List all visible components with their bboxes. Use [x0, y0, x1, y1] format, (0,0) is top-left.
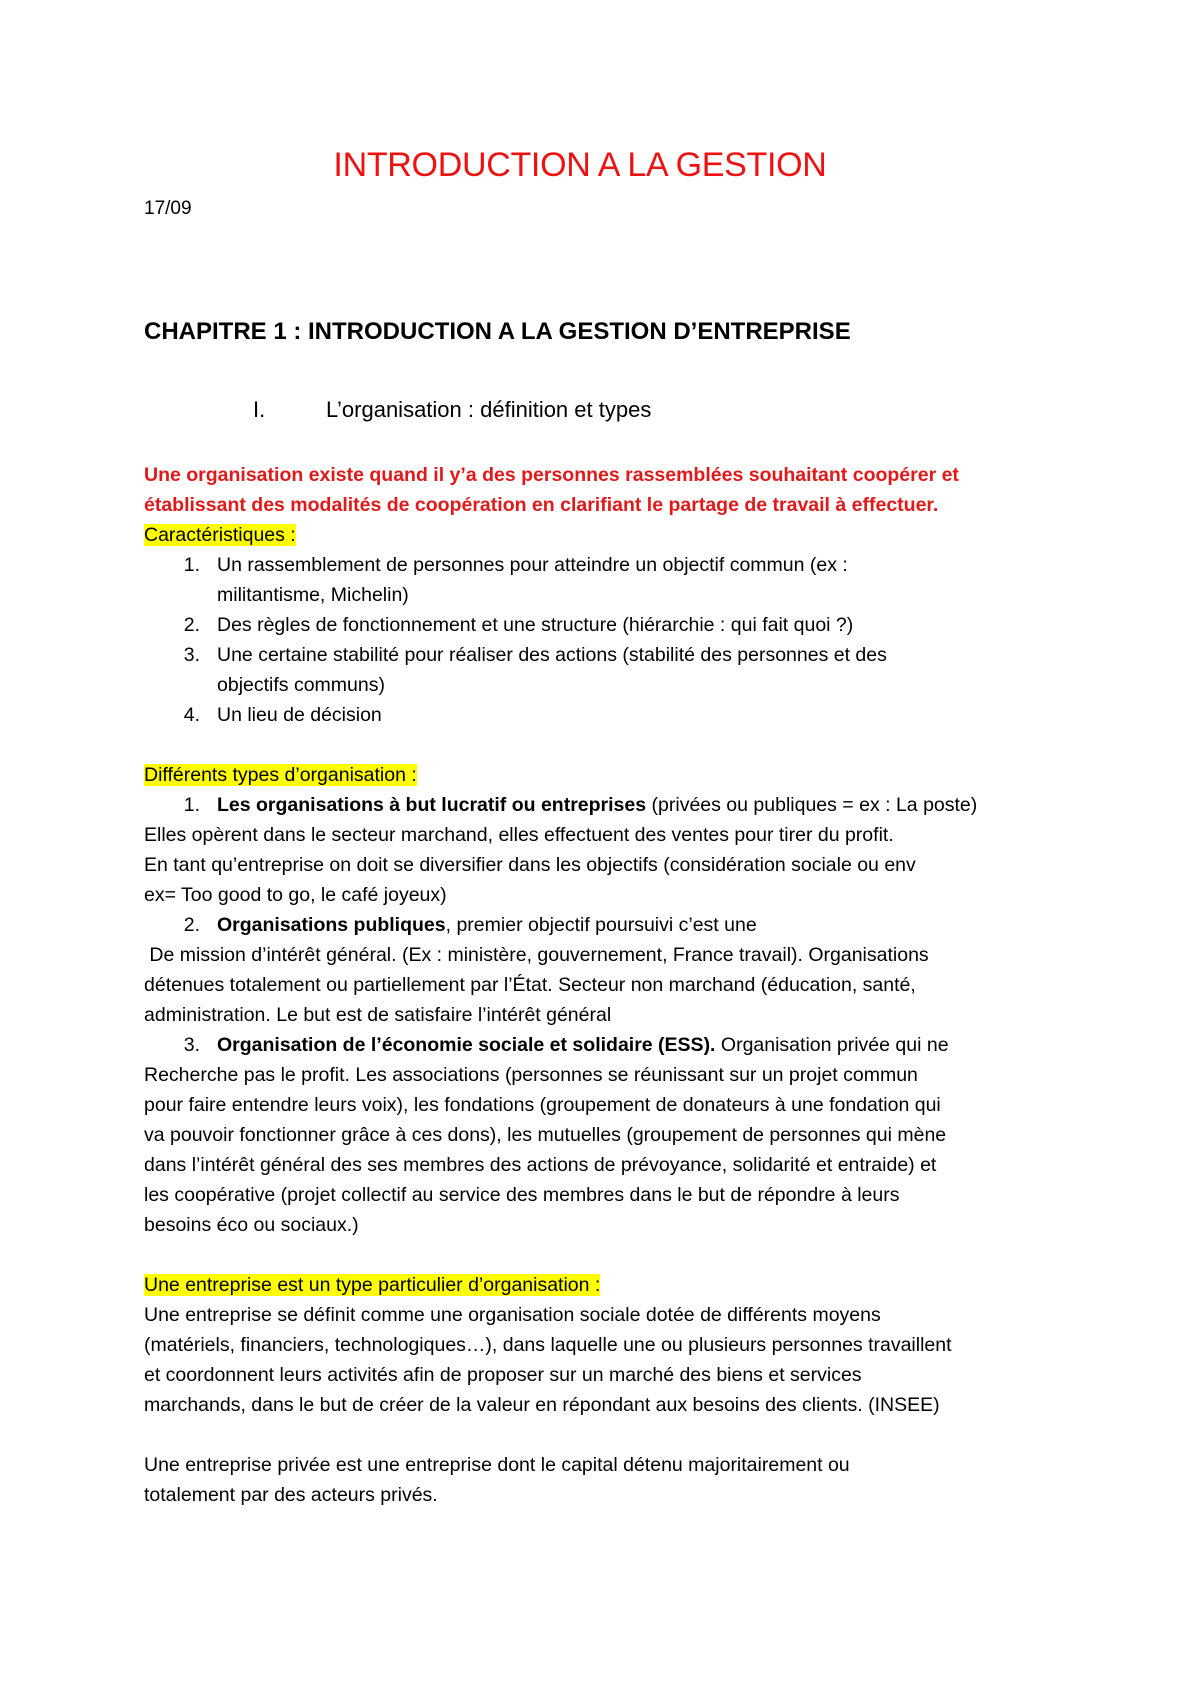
type-bold-label: Organisation de l’économie sociale et solidaire (ESS).: [217, 1034, 716, 1056]
paragraph-line: va pouvoir fonctionner grâce à ces dons), les mutuelles (groupement de personnes qui mène: [144, 1124, 947, 1146]
list-item: Un lieu de décision: [217, 704, 382, 726]
list-number: 3.: [183, 1034, 200, 1056]
list-number: 1.: [183, 554, 200, 576]
list-item-continuation: objectifs communs): [217, 674, 385, 696]
types-heading: [144, 764, 417, 787]
list-number: 2.: [183, 614, 200, 636]
highlighted-heading: Une entreprise est un type particulier d’organisation :: [144, 1274, 601, 1296]
paragraph-line: et coordonnent leurs activités afin de proposer sur un marché des biens et services: [144, 1364, 862, 1386]
paragraph-line: Une entreprise privée est une entreprise dont le capital détenu majoritairement ou: [144, 1454, 850, 1476]
type-detail: Organisation privée qui ne: [715, 1034, 949, 1056]
type-bold-label: Les organisations à but lucratif ou entreprises: [217, 794, 647, 816]
paragraph-line: De mission d’intérêt général. (Ex : ministère, gouvernement, France travail). Organisations: [144, 944, 929, 966]
paragraph-line: Recherche pas le profit. Les associations (personnes se réunissant sur un projet commun: [144, 1064, 918, 1086]
paragraph-line: Elles opèrent dans le secteur marchand, elles effectuent des ventes pour tirer du profit.: [144, 824, 894, 846]
paragraph-line: En tant qu’entreprise on doit se diversifier dans les objectifs (considération sociale ou env: [144, 854, 916, 876]
document-date: 17/09: [144, 198, 192, 219]
list-item: Un rassemblement de personnes pour atteindre un objectif commun (ex :: [217, 554, 848, 576]
entreprise-heading: [144, 1274, 600, 1297]
paragraph-line: pour faire entendre leurs voix), les fondations (groupement de donateurs à une fondation qui: [144, 1094, 941, 1116]
definition-line: établissant des modalités de coopération en clarifiant le partage de travail à effectuer.: [144, 494, 939, 516]
list-number: 4.: [183, 704, 200, 726]
caracteristiques-heading: [144, 524, 296, 547]
paragraph-line: (matériels, financiers, technologiques…), dans laquelle une ou plusieurs personnes travaillent: [144, 1334, 952, 1356]
type-item-ess: [217, 1034, 949, 1057]
list-number: 2.: [183, 914, 200, 936]
type-bold-label: Organisations publiques: [217, 914, 446, 936]
list-item: Une certaine stabilité pour réaliser des actions (stabilité des personnes et des: [217, 644, 887, 666]
paragraph-line: totalement par des acteurs privés.: [144, 1484, 438, 1506]
paragraph-line: marchands, dans le but de créer de la valeur en répondant aux besoins des clients. (INSEE): [144, 1394, 940, 1416]
type-detail: (privées ou publiques = ex : La poste): [646, 794, 978, 816]
paragraph-line: détenues totalement ou partiellement par l’État. Secteur non marchand (éducation, santé,: [144, 974, 916, 996]
paragraph-line: administration. Le but est de satisfaire l’intérêt général: [144, 1004, 612, 1026]
paragraph-line: besoins éco ou sociaux.): [144, 1214, 359, 1236]
document-title: INTRODUCTION A LA GESTION: [333, 146, 827, 184]
highlighted-heading: Différents types d’organisation :: [144, 764, 417, 786]
highlighted-heading: Caractéristiques :: [144, 524, 296, 546]
paragraph-line: ex= Too good to go, le café joyeux): [144, 884, 447, 906]
section-number: I.: [253, 397, 266, 422]
section-title: L’organisation : définition et types: [326, 397, 652, 422]
definition-line: Une organisation existe quand il y’a des personnes rassemblées souhaitant coopérer et: [144, 464, 959, 486]
paragraph-line: Une entreprise se définit comme une organisation sociale dotée de différents moyens: [144, 1304, 881, 1326]
type-item-publiques: [217, 914, 757, 937]
list-item-continuation: militantisme, Michelin): [217, 584, 409, 606]
type-item-lucratif: [217, 794, 977, 817]
paragraph-line: dans l’intérêt général des ses membres des actions de prévoyance, solidarité et entraide) et: [144, 1154, 937, 1176]
list-number: 1.: [183, 794, 200, 816]
type-detail: , premier objectif poursuivi c’est une: [445, 914, 757, 936]
list-item: Des règles de fonctionnement et une structure (hiérarchie : qui fait quoi ?): [217, 614, 854, 636]
chapter-heading: CHAPITRE 1 : INTRODUCTION A LA GESTION D’ENTREPRISE: [144, 318, 851, 345]
paragraph-line: les coopérative (projet collectif au service des membres dans le but de répondre à leurs: [144, 1184, 900, 1206]
list-number: 3.: [183, 644, 200, 666]
